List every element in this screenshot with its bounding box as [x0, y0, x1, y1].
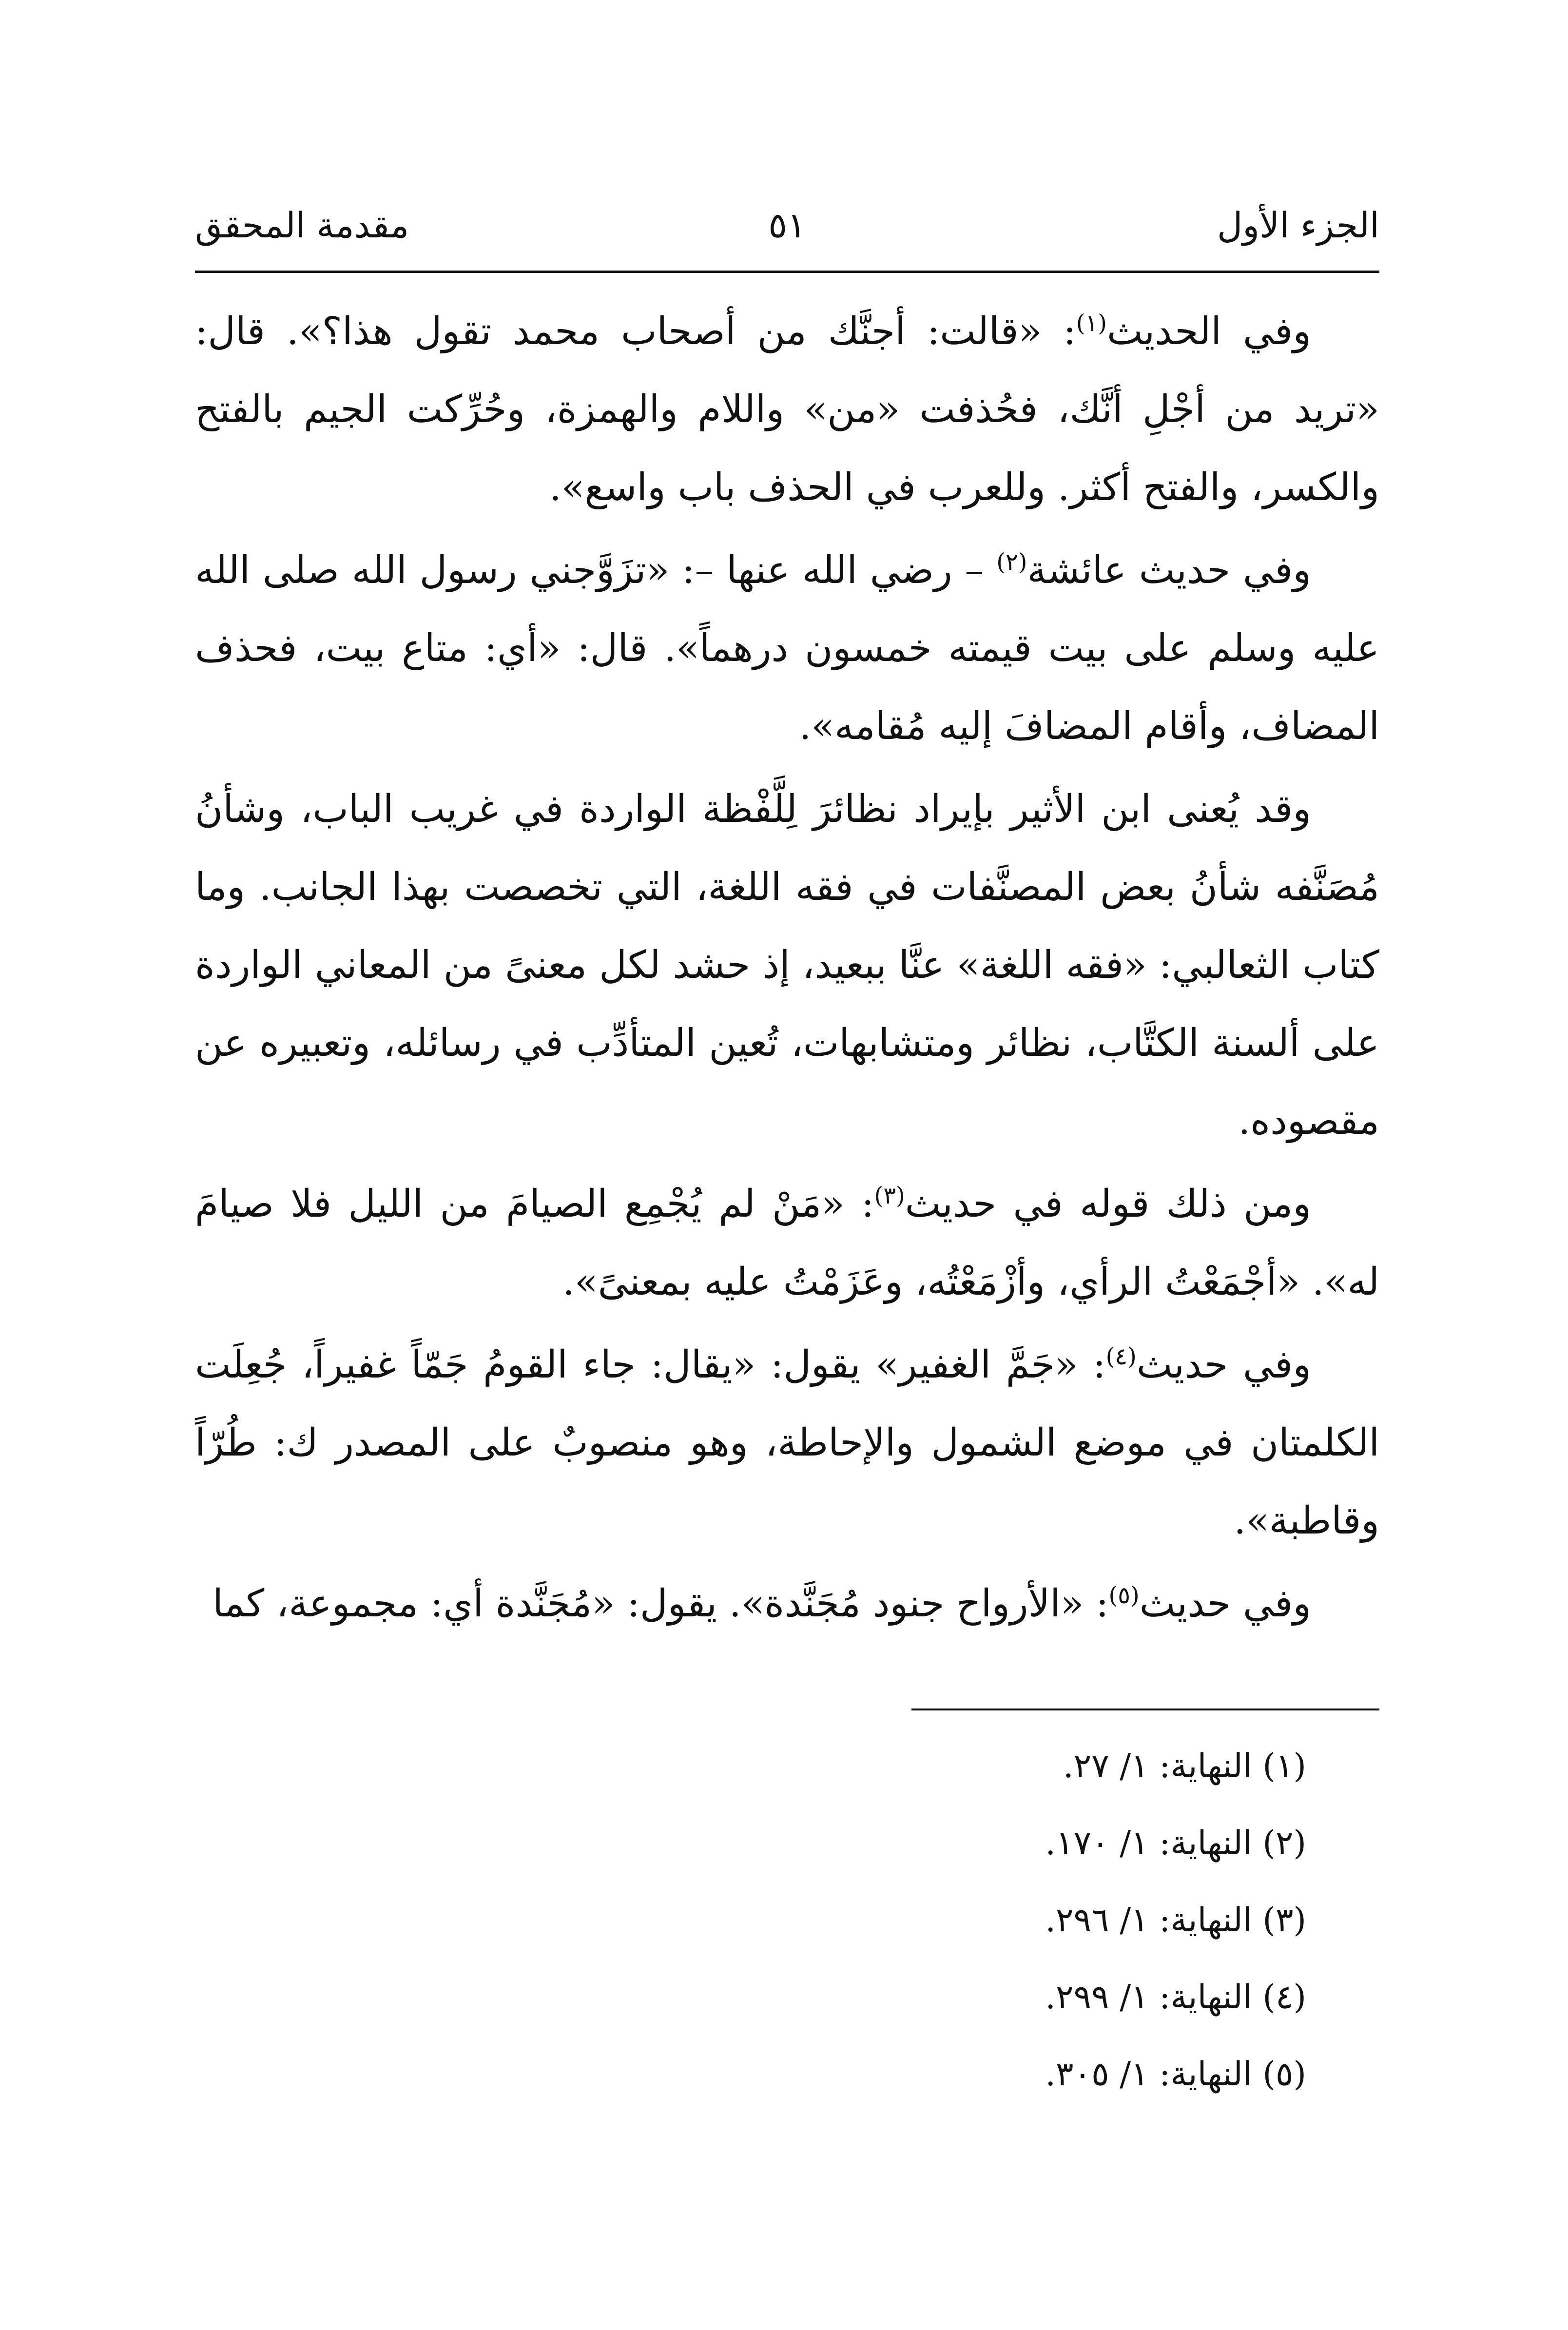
paragraph-4: ومن ذلك قوله في حديث$^{(٣)}$: «مَنْ لم يُجْمِع الصيامَ من الليل فلا صيامَ له». «أجْمَعْتُ الرأي، وأزْمَعْتُه، وعَزَمْتُ عليه بمعنىً».: [195, 1182, 1379, 1304]
footnote-ref-2: (٢): [996, 548, 1027, 576]
paragraph-6: وفي حديث$^{(٥)}$: «الأرواح جنود مُجَنَّدة». يقول: «مُجَنَّدة أي: مجموعة، كما: [213, 1582, 1311, 1626]
footnote-3: (٣) النهاية: ١/ ٢٩٦.: [1045, 1901, 1306, 1940]
section-title: مقدمة المحقق: [195, 205, 409, 246]
paragraph-5: وفي حديث$^{(٤)}$: «جَمَّ الغفير» يقول: «يقال: جاء القومُ جَمّاً غفيراً، جُعِلَت الكلمتان في موضع الشمول والإحاطة، وهو منصوبٌ على المصدر ك: طُرّاً وقاطبة».: [195, 1343, 1379, 1543]
footnote-5: (٥) النهاية: ١/ ٣٠٥.: [1045, 2055, 1306, 2094]
footnote-4: (٤) النهاية: ١/ ٢٩٩.: [1045, 1978, 1306, 2017]
footnote-ref-5: (٥): [1108, 1582, 1140, 1609]
page-header: [195, 205, 1379, 263]
page-number: ٥١: [768, 205, 806, 246]
header-divider: [195, 271, 1379, 273]
footnote-ref-3: (٣): [874, 1182, 905, 1209]
footnote-divider: [911, 1709, 1379, 1710]
book-page: [195, 0, 1379, 2330]
paragraph-1: وفي الحديث$^{(١)}$: «قالت: أجنَّك من أصحاب محمد تقول هذا؟». قال: «تريد من أجْلِ أنَّك، فحُذفت «من» واللام والهمزة، وحُرِّكت الجيم بالفتح والكسر، والفتح أكثر. وللعرب في الحذف باب واسع».: [195, 310, 1379, 509]
footnote-ref-4: (٤): [1105, 1343, 1137, 1370]
footnote-1: (١) النهاية: ١/ ٢٧.: [1063, 1747, 1306, 1786]
paragraph-2: وفي حديث عائشة$^{(٢)}$ – رضي الله عنها –: «تزَوَّجني رسول الله صلى الله عليه وسلم على بيت قيمته خمسون درهماً». قال: «أي: متاع بيت، فحذف المضاف، وأقام المضافَ إليه مُقامه».: [195, 548, 1379, 748]
footnotes: [195, 1728, 1306, 2113]
footnote-2: (٢) النهاية: ١/ ١٧٠.: [1045, 1824, 1306, 1863]
footnote-ref-1: (١): [1076, 310, 1107, 337]
paragraph-3: وقد يُعنى ابن الأثير بإيراد نظائرَ لِلَّفْظة الواردة في غريب الباب، وشأنُ مُصَنَّفه شأنُ بعض المصنَّفات في فقه اللغة، التي تخصصت بهذا الجانب. وما كتاب الثعالبي: «فقه اللغة» عنَّا ببعيد، إذ حشد لكل معنىً من المعاني الواردة على ألسنة الكتَّاب، نظائر ومتشابهات، تُعين المتأدِّب في رسائله، وتعبيره عن مقصوده.: [195, 787, 1379, 1143]
part-title: الجزء الأول: [1217, 205, 1379, 246]
body-text: [195, 292, 1379, 1648]
